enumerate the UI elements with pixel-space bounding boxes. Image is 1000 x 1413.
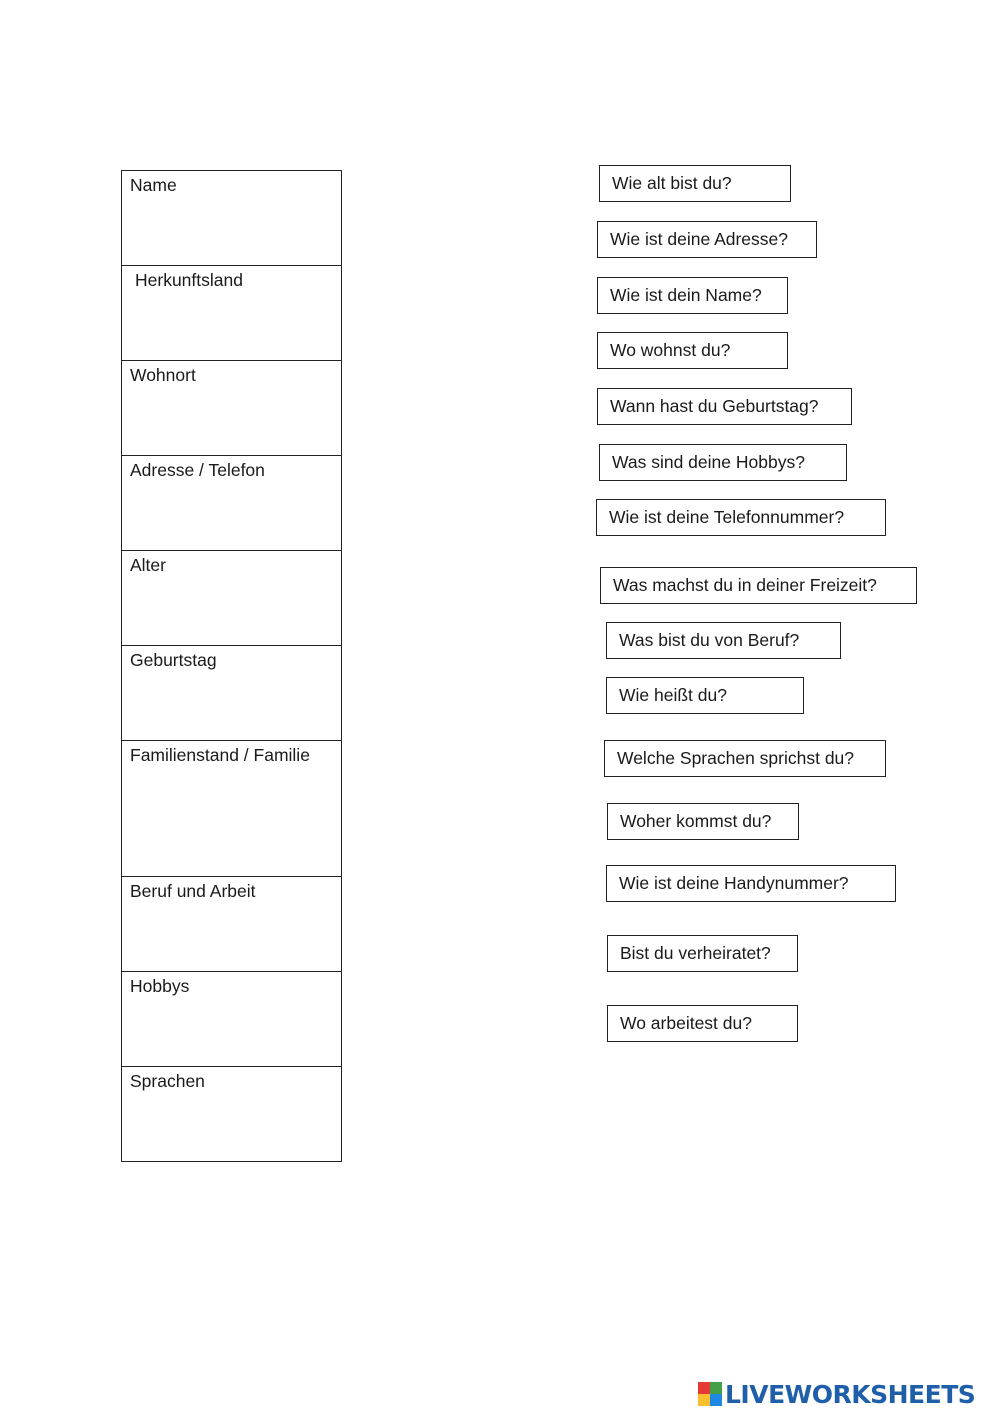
label-cell-geburtstag: Geburtstag — [122, 646, 341, 741]
question-card[interactable]: Wie alt bist du? — [599, 165, 791, 202]
label-cell-herkunftsland: Herkunftsland — [122, 266, 341, 361]
label-cell-wohnort: Wohnort — [122, 361, 341, 456]
question-card[interactable]: Wann hast du Geburtstag? — [597, 388, 852, 425]
logo-mark-square-icon — [698, 1394, 710, 1406]
question-card[interactable]: Wie ist dein Name? — [597, 277, 788, 314]
logo-mark-square-icon — [710, 1394, 722, 1406]
label-cell-alter: Alter — [122, 551, 341, 646]
question-card[interactable]: Wie heißt du? — [606, 677, 804, 714]
question-card[interactable]: Wie ist deine Handynummer? — [606, 865, 896, 902]
logo-mark-square-icon — [698, 1382, 710, 1394]
question-card[interactable]: Was sind deine Hobbys? — [599, 444, 847, 481]
label-cell-beruf: Beruf und Arbeit — [122, 877, 341, 972]
logo-mark-square-icon — [710, 1382, 722, 1394]
label-cell-hobbys: Hobbys — [122, 972, 341, 1067]
question-card[interactable]: Wo arbeitest du? — [607, 1005, 798, 1042]
label-cell-sprachen: Sprachen — [130, 1071, 205, 1091]
question-card[interactable]: Bist du verheiratet? — [607, 935, 798, 972]
question-card[interactable]: Was bist du von Beruf? — [606, 622, 841, 659]
logo-text: LIVEWORKSHEETS — [725, 1379, 976, 1409]
label-cell-familienstand: Familienstand / Familie — [122, 741, 341, 877]
liveworksheets-logo — [698, 1376, 975, 1412]
label-cell-adresse-telefon: Adresse / Telefon — [122, 456, 341, 551]
question-card[interactable]: Was machst du in deiner Freizeit? — [600, 567, 917, 604]
question-card[interactable]: Welche Sprachen sprichst du? — [604, 740, 886, 777]
question-card[interactable]: Woher kommst du? — [607, 803, 799, 840]
question-card[interactable]: Wie ist deine Telefonnummer? — [596, 499, 886, 536]
label-cell-name: Name — [122, 171, 341, 266]
question-card[interactable]: Wie ist deine Adresse? — [597, 221, 817, 258]
label-table — [121, 170, 342, 1162]
logo-mark-icon — [698, 1382, 722, 1406]
question-card[interactable]: Wo wohnst du? — [597, 332, 788, 369]
